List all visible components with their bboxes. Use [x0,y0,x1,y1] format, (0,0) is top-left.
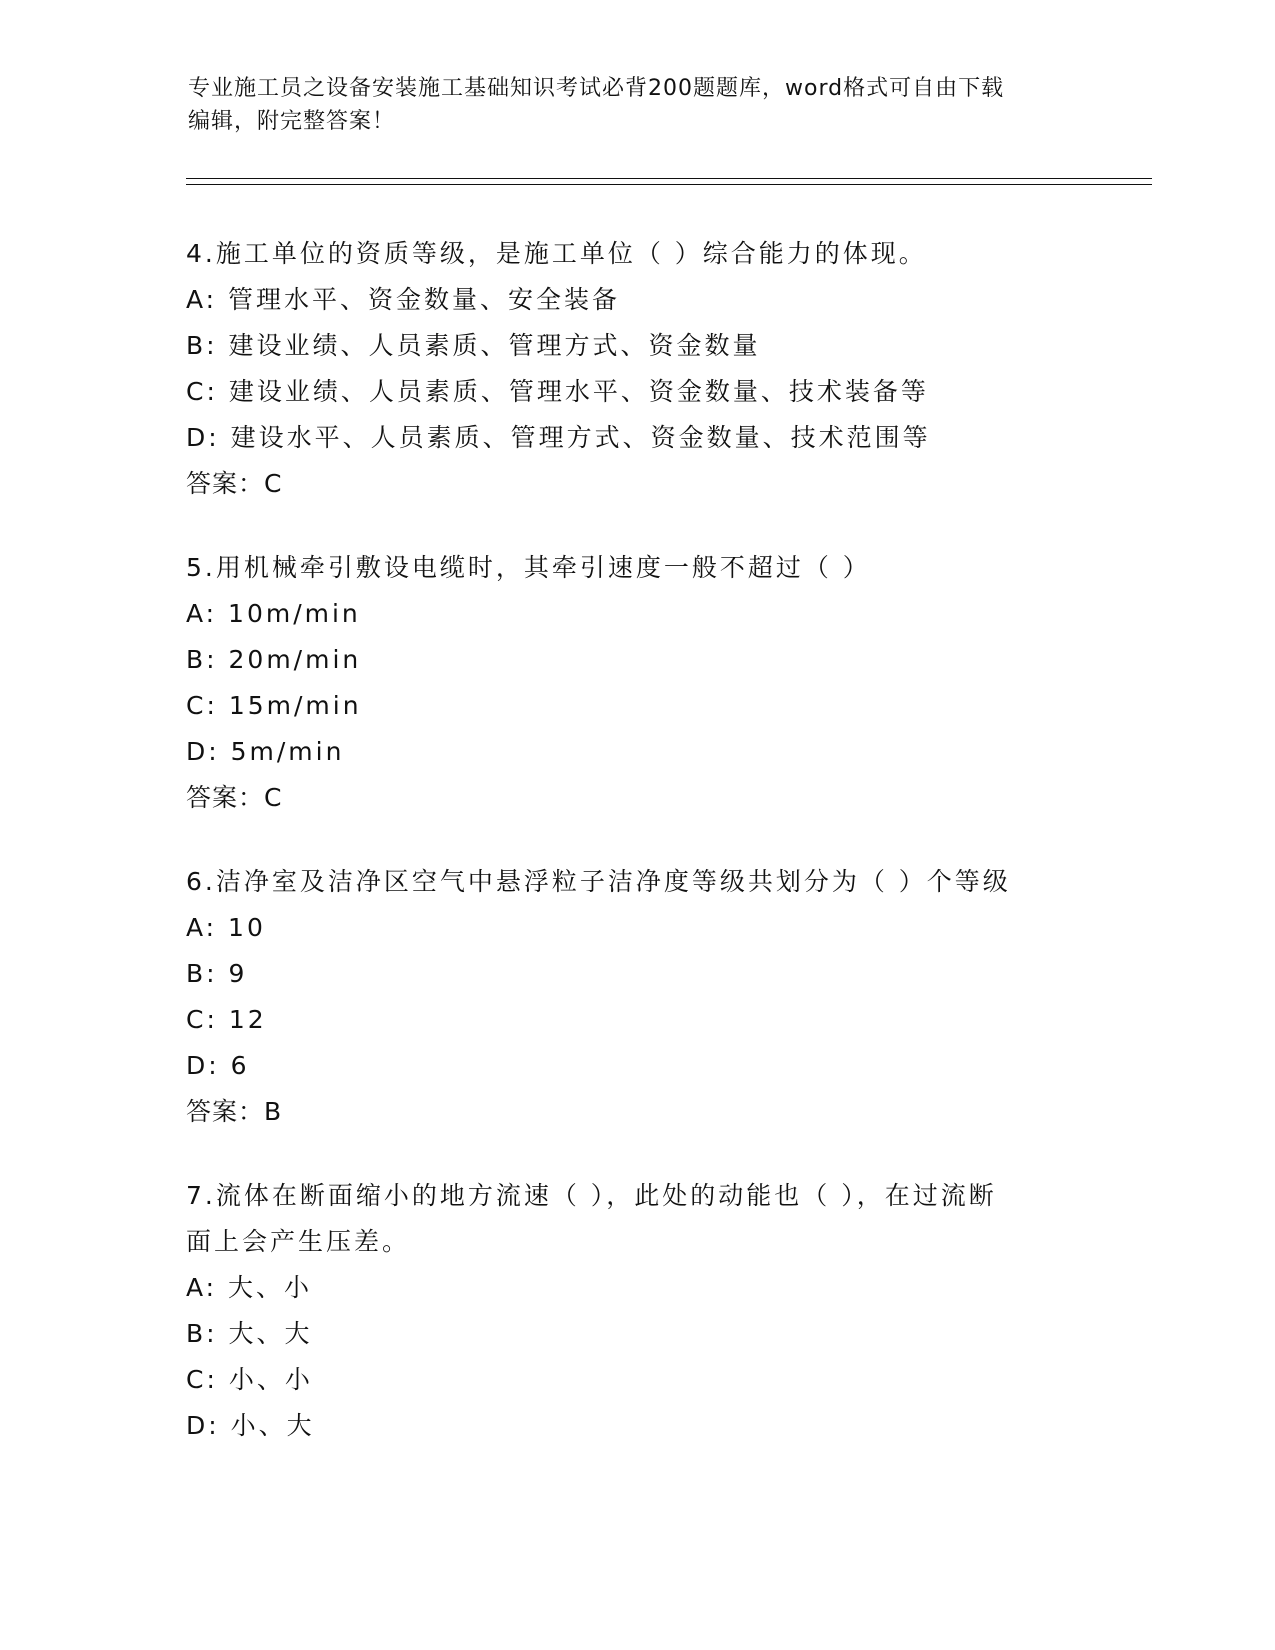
question-stem-line-1: 7.流体在断面缩小的地方流速（ ），此处的动能也（ ），在过流断 [186,1181,997,1210]
answer-label: 答案：B [186,1097,283,1126]
option-b: B: 大、大 [186,1319,313,1348]
option-d: D: 6 [186,1051,250,1080]
question-stem: 5.用机械牵引敷设电缆时，其牵引速度一般不超过（ ） [186,553,871,582]
option-d: D: 建设水平、人员素质、管理方式、资金数量、技术范围等 [186,423,931,452]
question-stem-line-2: 面上会产生压差。 [186,1227,411,1256]
option-d: D: 5m/min [186,737,345,766]
question-7 [186,1173,1086,1449]
question-stem: 6.洁净室及洁净区空气中悬浮粒子洁净度等级共划分为（ ）个等级 [186,867,1011,896]
header-divider-bottom [186,184,1152,185]
header-line-2: 编辑，附完整答案！ [188,109,396,134]
header-divider-top [186,178,1152,179]
header-line-1: 专业施工员之设备安装施工基础知识考试必背200题题库，word格式可自由下载 [188,76,1005,101]
option-b: B: 9 [186,959,248,988]
option-a: A: 10 [186,913,266,942]
option-c: C: 12 [186,1005,267,1034]
option-c: C: 建设业绩、人员素质、管理水平、资金数量、技术装备等 [186,377,929,406]
document-header [188,72,1068,138]
question-stem: 4.施工单位的资质等级，是施工单位（ ）综合能力的体现。 [186,239,927,268]
option-b: B: 建设业绩、人员素质、管理方式、资金数量 [186,331,761,360]
answer-label: 答案：C [186,469,283,498]
option-d: D: 小、大 [186,1411,315,1440]
answer-label: 答案：C [186,783,283,812]
option-c: C: 15m/min [186,691,362,720]
question-list [186,231,1086,1487]
question-4 [186,231,1086,507]
option-a: A: 10m/min [186,599,361,628]
option-b: B: 20m/min [186,645,362,674]
question-6 [186,859,1086,1135]
question-5 [186,545,1086,821]
option-a: A: 管理水平、资金数量、安全装备 [186,285,621,314]
option-a: A: 大、小 [186,1273,313,1302]
option-c: C: 小、小 [186,1365,313,1394]
